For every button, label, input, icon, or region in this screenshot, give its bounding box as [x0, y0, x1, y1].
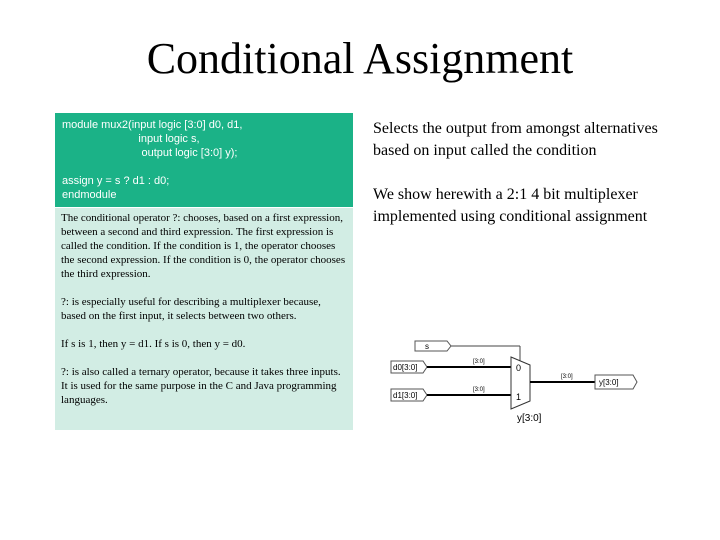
- bullet-list: [373, 118, 663, 250]
- d0-bus-width: [3:0]: [473, 359, 485, 365]
- mux-instance-label: y[3:0]: [517, 413, 542, 424]
- explanation-paragraph: The conditional operator ?: chooses, based on a first expression, between a second and third expression. The first expression is called the condition. If the condition is 1, the operator chooses the second expression. If the condition is 0, the operator chooses the third expression.: [61, 212, 346, 280]
- code-line: output logic [3:0] y);: [62, 147, 238, 159]
- code-line: assign y = s ? d1 : d0;: [62, 175, 170, 187]
- mux-input-1-label: 1: [516, 392, 522, 402]
- d0-label: d0[3:0]: [393, 363, 418, 372]
- mux-input-0-label: 0: [516, 363, 522, 373]
- bullet-item: We show herewith a 2:1 4 bit multiplexer implemented using conditional assignment: [373, 186, 648, 225]
- s-port: [415, 341, 451, 351]
- y-bus-width: [3:0]: [561, 374, 573, 380]
- code-line-blank: [62, 160, 346, 174]
- bullet-item: Selects the output from amongst alternatives based on input called the condition: [373, 120, 658, 159]
- code-line: input logic s,: [62, 133, 200, 145]
- y-out-label: y[3:0]: [599, 378, 619, 387]
- mux-diagram: [365, 335, 665, 435]
- explanation-paragraph: If s is 1, then y = d1. If s is 0, then y = d0.: [61, 338, 246, 350]
- explanation-paragraph: ?: is also called a ternary operator, because it takes three inputs. It is used for the same purpose in the C and Java programming languages.: [61, 366, 341, 406]
- verilog-code-block: [55, 113, 353, 207]
- d1-bus-width: [3:0]: [473, 387, 485, 393]
- code-line: module mux2(input logic [3:0] d0, d1,: [62, 119, 243, 131]
- slide-title: Conditional Assignment: [146, 34, 574, 83]
- code-line: endmodule: [62, 189, 117, 201]
- explanation-paragraph: ?: is especially useful for describing a multiplexer because, based on the first input, it selects between two others.: [61, 296, 321, 322]
- s-label: s: [425, 342, 429, 351]
- d1-label: d1[3:0]: [393, 391, 418, 400]
- explanation-box: [55, 208, 353, 430]
